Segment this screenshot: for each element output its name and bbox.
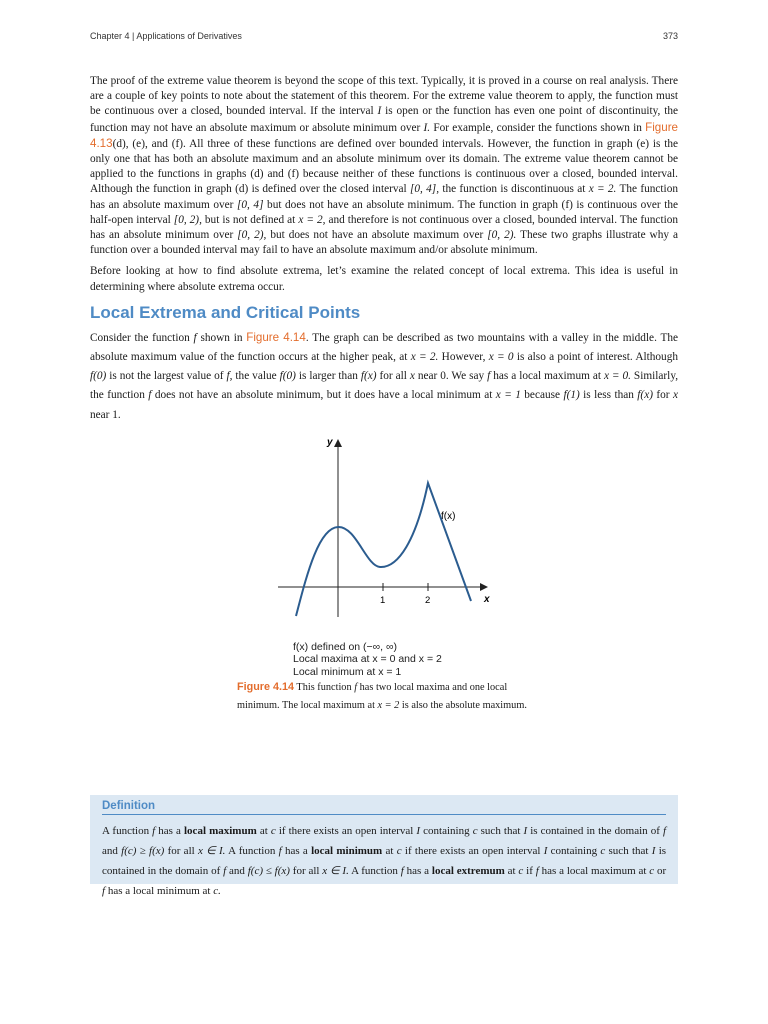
figure-4-14-link[interactable]: Figure 4.14	[246, 330, 306, 344]
curve-label: f(x)	[441, 510, 456, 522]
x-axis-arrow	[480, 583, 488, 591]
tick-label-1: 1	[380, 594, 386, 606]
chapter-title: Chapter 4 | Applications of Derivatives	[90, 31, 242, 41]
definition-title: Definition	[102, 800, 666, 815]
definition-box	[90, 795, 678, 897]
local-maxima-note: Local maxima at x = 0 and x = 2	[293, 653, 442, 666]
figure-caption: Figure 4.14 This function f has two local maxima and one local minimum. The local maximum at x = 2 is also the absolute maximum.	[237, 680, 527, 711]
definition-text: A function f has a local maximum at c if there exists an open interval I containing c such that I is contained in the domain of f and f(c) ≥ f(x) for all x ∈ I. A function f has a local minimum at c if there exists an open interval I containing c such that I is contained in the domain of f and f(c) ≤ f(x) for all x ∈ I. A function f has a local extremum at c if f has a local maximum at c or f has a local minimum at c.	[102, 825, 667, 897]
paragraph-local-extrema-example: Consider the function f shown in Figure 4.14. The graph can be described as two mountains with a valley in the middle. The absolute maximum value of the function occurs at the higher peak, at x = 2. However, x = 0 is also a point of interest. Although f(0) is not the largest value of f, the value f(0) is larger than f(x) for all x near 0. We say f has a local maximum at x = 0. Similarly, the function f does not have an absolute minimum, but it does have a local minimum at x = 1 because f(1) is less than f(x) for x near 1.	[90, 330, 679, 421]
page-number: 373	[662, 31, 678, 41]
page-header	[90, 31, 678, 45]
y-axis-arrow	[334, 439, 342, 447]
tick-label-2: 2	[425, 594, 431, 606]
function-graph	[258, 433, 498, 638]
figure-caption-label: Figure 4.14	[237, 680, 295, 693]
figure-4-13-link[interactable]: Figure 4.13	[90, 120, 679, 150]
y-axis-label: y	[327, 436, 333, 448]
page-content	[90, 74, 678, 733]
paragraph-evt-proof: The proof of the extreme value theorem is beyond the scope of this text. Typically, it is proved in a course on real analysis. There are a couple of key points to note about the statement of this theorem. For the extreme value theorem to apply, the function must be continuous over a closed, bounded interval. If the interval I is open or the function has even one point of discontinuity, the function may not have an absolute maximum or absolute minimum over I. For example, consider the functions shown in Figure 4.13(d), (e), and (f). All three of these functions are defined over bounded intervals. However, the function in graph (e) is the only one that has both an absolute maximum and an absolute minimum over its domain. The extreme value theorem cannot be applied to the functions in graphs (d) and (f) because neither of these functions is continuous over a closed, bounded interval. Although the function in graph (d) is defined over the closed interval [0, 4], the function is discontinuous at x = 2. The function has an absolute maximum over [0, 4] but does not have an absolute minimum. The function in graph (f) is continuous over the half-open interval [0, 2), but is not defined at x = 2, and therefore is not continuous over a closed, bounded interval. The function has an absolute minimum over [0, 2), but does not have an absolute maximum over [0, 2). These two graphs illustrate why a function over a bounded interval may fail to have an absolute maximum and/or absolute minimum.	[90, 75, 679, 257]
figure-annotations	[293, 641, 442, 679]
x-axis-label: x	[484, 593, 490, 605]
section-title: Local Extrema and Critical Points	[90, 302, 361, 322]
domain-note: f(x) defined on (−∞, ∞)	[293, 640, 397, 653]
local-minimum-note: Local minimum at x = 1	[293, 665, 402, 678]
paragraph-local-extrema-intro: Before looking at how to find absolute extrema, let’s examine the related concept of local extrema. This idea is useful in determining where absolute extrema occur.	[90, 265, 678, 293]
figure-4-14	[90, 433, 678, 733]
